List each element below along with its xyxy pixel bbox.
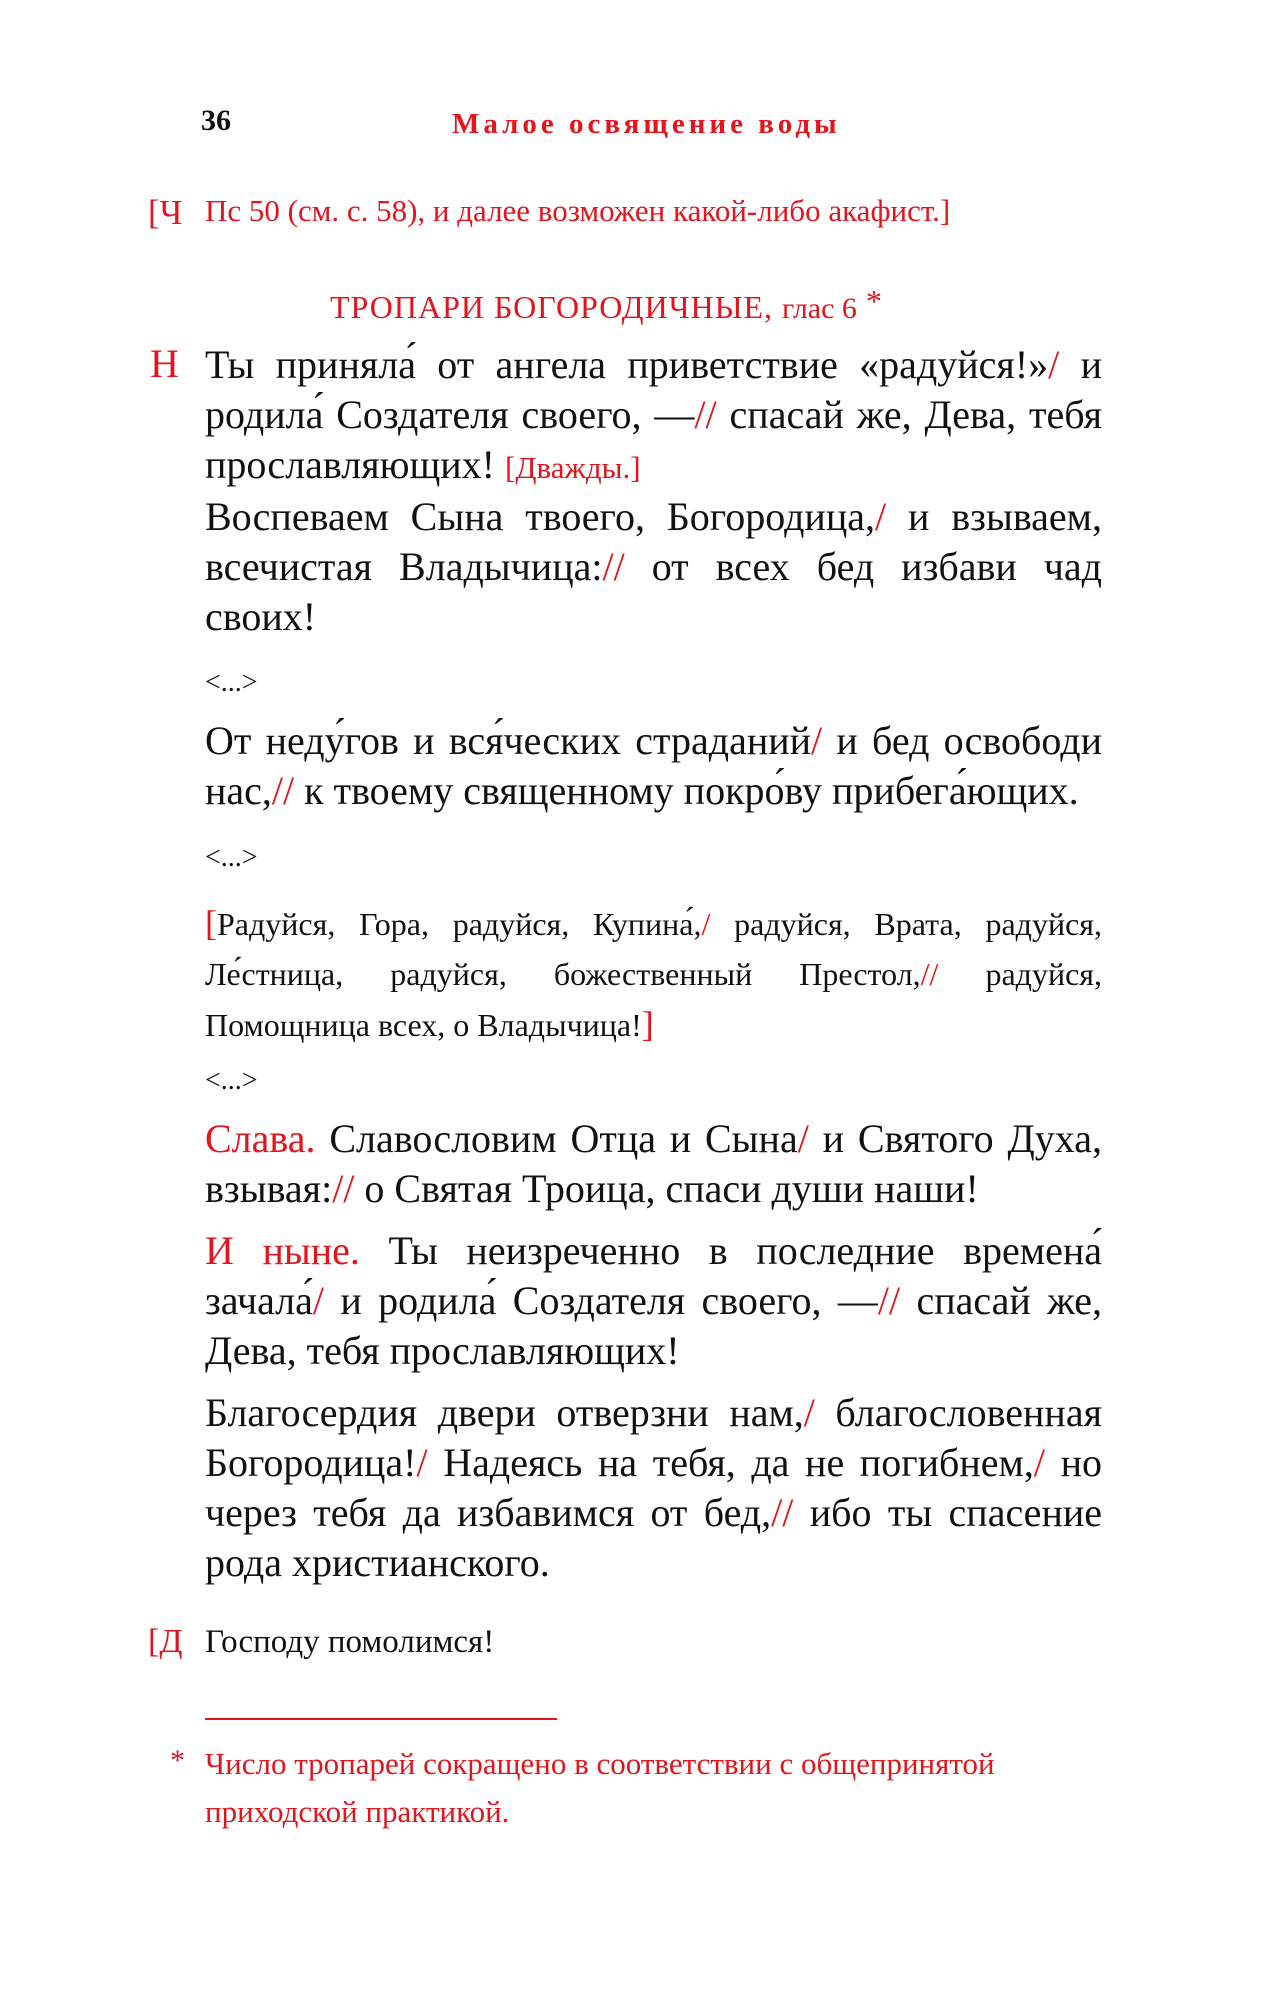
troparion-1 — [205, 340, 1102, 493]
troparion-now-part-1: Ты неизреченно в последние времена́ зачала́ — [205, 1228, 1103, 1323]
rubric-top-text: Пс 50 (см. с. 58), и далее возможен какой-либо акафист.] — [205, 193, 951, 228]
troparion-2-part-1: Воспеваем Сына твоего, Богородица, — [205, 494, 875, 539]
section-tone: глас 6 — [782, 292, 857, 325]
troparion-3-part-3: к твоему священному покро́ву прибега́ющих. — [294, 768, 1079, 813]
section-title-text: ТРОПАРИ БОГОРОДИЧНЫЕ, — [330, 289, 774, 325]
double-slash-separator: // — [332, 1166, 355, 1211]
rubric-bottom-text: Господу помолимся! — [205, 1624, 495, 1660]
double-slash-separator: // — [694, 392, 717, 437]
troparion-glory — [205, 1114, 1102, 1214]
troparion-glory-part-3: о Святая Троица, спаси души наши! — [354, 1166, 979, 1211]
troparion-1-part-3: спасай же, Дева, тебя прославляющих! — [205, 392, 1103, 487]
troparion-4-part-3: радуйся, Помощница всех, о Владычица! — [205, 956, 1102, 1043]
slash-separator: / — [803, 1390, 815, 1435]
troparion-mercy-part-5: ибо ты спасение рода христианского. — [205, 1490, 1103, 1585]
rubric-marker-ch: [Ч — [148, 193, 183, 232]
twice-rubric: [Дважды.] — [505, 450, 641, 485]
footnote-divider — [205, 1718, 557, 1720]
double-slash-separator: // — [602, 544, 625, 589]
troparion-3-part-2: и бед освободи нас, — [205, 718, 1102, 813]
troparion-1-part-1: Ты приняла́ от ангела приветствие «радуйся!» — [205, 342, 1049, 387]
running-title: Малое освящение воды — [452, 108, 841, 140]
slash-separator: / — [811, 718, 823, 763]
section-title — [330, 283, 883, 326]
slash-separator: / — [874, 494, 887, 539]
footnote-star: * — [170, 1744, 185, 1777]
troparion-mercy-part-3: Надеясь на тебя, да не погибнем, — [427, 1440, 1034, 1485]
troparion-glory-part-2: и Святого Духа, взывая: — [205, 1116, 1103, 1211]
troparion-glory-part-1: Славословим Отца и Сына — [315, 1116, 798, 1161]
troparion-mercy — [205, 1388, 1102, 1588]
double-slash-separator: // — [271, 768, 295, 813]
open-bracket: [ — [205, 903, 217, 943]
double-slash-separator: // — [771, 1490, 794, 1535]
troparion-now — [205, 1226, 1102, 1376]
slash-separator: / — [1048, 342, 1060, 387]
troparion-2 — [205, 492, 1102, 642]
double-slash-separator: // — [877, 1278, 901, 1323]
initial-marker-n: Н — [150, 341, 179, 386]
troparion-4 — [205, 898, 1102, 1050]
omission-mark-3: <...> — [205, 1065, 258, 1096]
now-label: И ныне. — [205, 1228, 360, 1273]
double-slash-separator: // — [920, 956, 939, 992]
troparion-now-part-3: спасай же, Дева, тебя прославляющих! — [205, 1278, 1103, 1373]
page-number: 36 — [201, 104, 231, 137]
troparion-mercy-part-4: но через тебя да избавимся от бед, — [205, 1440, 1102, 1535]
troparion-2-part-2: и взываем, всечистая Владычица: — [205, 494, 1102, 589]
troparion-4-part-2: радуйся, Врата, радуйся, Ле́стница, радуйся, божественный Престол, — [205, 906, 1103, 992]
troparion-4-part-1: Радуйся, Гора, радуйся, Купина́, — [217, 906, 702, 942]
troparion-1-part-2: и родила́ Создателя своего, — — [205, 342, 1103, 437]
rubric-marker-d: [Д — [148, 1623, 183, 1660]
close-bracket: ] — [641, 1004, 654, 1044]
troparion-3 — [205, 716, 1102, 816]
troparion-mercy-part-1: Благосердия двери отверзни нам, — [205, 1390, 804, 1435]
troparion-mercy-part-2: благословенная Богородица! — [205, 1390, 1102, 1485]
slash-separator: / — [797, 1116, 809, 1161]
slash-separator: / — [416, 1440, 428, 1485]
omission-mark-2: <...> — [205, 842, 258, 873]
slash-separator: / — [312, 1278, 325, 1323]
omission-mark-1: <...> — [205, 667, 258, 698]
troparion-2-part-3: от всех бед избави чад своих! — [205, 544, 1102, 639]
troparion-3-part-1: От неду́гов и вся́ческих страданий — [205, 718, 812, 763]
slash-separator: / — [701, 906, 711, 942]
footnote-star-icon: * — [865, 283, 883, 319]
slash-separator: / — [1033, 1440, 1045, 1485]
troparion-now-part-2: и родила́ Создателя своего, — — [324, 1278, 878, 1323]
footnote-text: Число тропарей сокращено в соответствии с общепринятой приходской практикой. — [205, 1746, 995, 1829]
glory-label: Слава. — [205, 1116, 316, 1161]
